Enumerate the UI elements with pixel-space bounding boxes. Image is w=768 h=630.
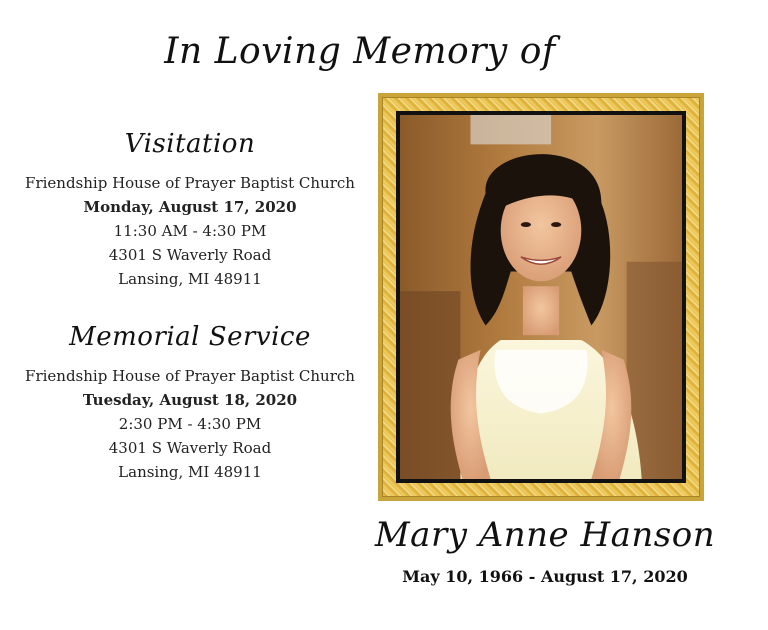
visitation-section — [20, 125, 360, 291]
memorial-time: 2:30 PM - 4:30 PM — [118, 415, 262, 433]
portrait-photo — [400, 115, 682, 479]
deceased-name: Mary Anne Hanson — [374, 515, 716, 555]
page-title: In Loving Memory of — [164, 31, 556, 72]
memorial-address: 4301 S Waverly Road — [108, 439, 272, 457]
memorial-heading: Memorial Service — [69, 322, 311, 352]
life-dates: May 10, 1966 - August 17, 2020 — [402, 567, 688, 586]
visitation-location: Friendship House of Prayer Baptist Church — [25, 174, 355, 192]
memorial-date: Tuesday, August 18, 2020 — [82, 391, 298, 409]
memorial-city: Lansing, MI 48911 — [118, 463, 262, 481]
visitation-time: 11:30 AM - 4:30 PM — [113, 222, 267, 240]
visitation-city: Lansing, MI 48911 — [118, 270, 262, 288]
gold-photo-frame — [378, 93, 704, 501]
photo-mat — [396, 111, 686, 483]
memorial-section — [20, 318, 360, 484]
visitation-heading: Visitation — [124, 129, 256, 159]
memorial-location: Friendship House of Prayer Baptist Church — [25, 367, 355, 385]
visitation-date: Monday, August 17, 2020 — [83, 198, 297, 216]
visitation-address: 4301 S Waverly Road — [108, 246, 272, 264]
